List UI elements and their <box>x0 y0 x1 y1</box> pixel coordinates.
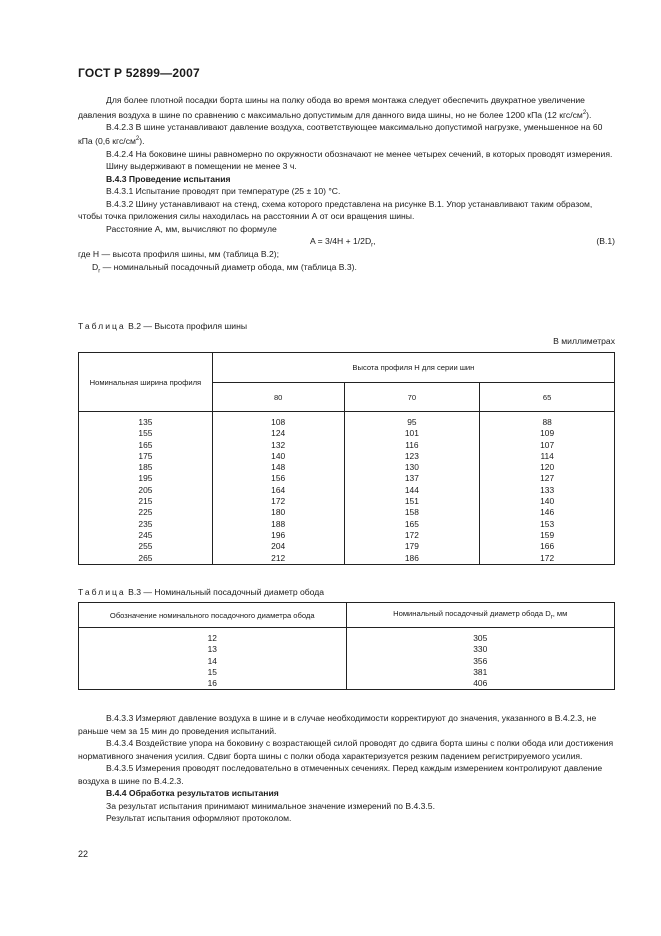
paragraph-b433: В.4.3.3 Измеряют давление воздуха в шине и в случае необходимости корректируют до значения, указанного в В.4.2.3, не раньше чем за 15 мин до проведения испытаний. <box>78 713 597 736</box>
table-row <box>79 530 615 541</box>
table-b2-head-series: 65 <box>480 383 615 412</box>
table-cell: 124 <box>212 428 344 439</box>
table-cell: 166 <box>480 541 615 552</box>
table-cell: 215 <box>79 496 213 507</box>
table-cell: 265 <box>79 553 213 565</box>
table-cell: 245 <box>79 530 213 541</box>
table-cell: 135 <box>79 412 213 429</box>
table-cell: 114 <box>480 451 615 462</box>
paragraph-b434: В.4.3.4 Воздействие упора на боковину с возрастающей силой проводят до сдвига борта шины с полки обода или достижения нормативного значения усилия. Сдвиг борта шины с полки обода характеризуется резким падением регистрируемого усилия. <box>78 738 614 761</box>
table-b3-body <box>79 628 615 690</box>
table-cell: 172 <box>212 496 344 507</box>
table-cell: 151 <box>344 496 480 507</box>
table-row <box>79 473 615 484</box>
document-header: ГОСТ Р 52899—2007 <box>78 66 200 80</box>
text-block-top <box>78 94 615 278</box>
table-b2 <box>78 352 615 565</box>
table-b3 <box>78 602 615 690</box>
table-cell: 255 <box>79 541 213 552</box>
table-cell: 144 <box>344 485 480 496</box>
table-cell: 381 <box>346 667 615 678</box>
where-h: где H — высота профиля шины, мм (таблица В.2); <box>78 249 280 260</box>
table-cell: 180 <box>212 507 344 518</box>
table-row <box>79 656 615 667</box>
table-row <box>79 519 615 530</box>
table-row <box>79 507 615 518</box>
table-row <box>79 667 615 678</box>
table-cell: 107 <box>480 440 615 451</box>
table-cell: 179 <box>344 541 480 552</box>
table-cell: 140 <box>480 496 615 507</box>
paragraph-result: За результат испытания принимают минимальное значение измерений по В.4.3.5. <box>106 800 435 811</box>
table-cell: 148 <box>212 462 344 473</box>
table-cell: 153 <box>480 519 615 530</box>
table-b2-caption: Таблица В.2 — Высота профиля шины <box>78 321 248 331</box>
table-row <box>79 541 615 552</box>
table-cell: 95 <box>344 412 480 429</box>
table-cell: 130 <box>344 462 480 473</box>
table-cell: 185 <box>79 462 213 473</box>
table-row <box>79 451 615 462</box>
table-cell: 235 <box>79 519 213 530</box>
table-cell: 123 <box>344 451 480 462</box>
table-row <box>79 412 615 429</box>
table-cell: 186 <box>344 553 480 565</box>
paragraph-distance: Расстояние А, мм, вычисляют по формуле <box>106 223 277 234</box>
table-row <box>79 628 615 645</box>
text-block-bottom <box>78 712 615 825</box>
table-cell: 155 <box>79 428 213 439</box>
section-heading-b44: В.4.4 Обработка результатов испытания <box>106 788 279 798</box>
table-cell: 120 <box>480 462 615 473</box>
section-heading-b43: В.4.3 Проведение испытания <box>106 173 231 184</box>
table-b3-caption: Таблица В.3 — Номинальный посадочный диаметр обода <box>78 587 325 597</box>
paragraph-b423: В.4.2.3 В шине устанавливают давление воздуха, соответствующее максимально допустимой нагрузке, уменьшенное на 60 кПа (0,6 кгс/$см^2$). <box>78 121 603 147</box>
table-cell: 356 <box>346 656 615 667</box>
table-cell: 140 <box>212 451 344 462</box>
table-row <box>79 678 615 690</box>
paragraph-b431: В.4.3.1 Испытание проводят при температуре (25 ± 10) °C. <box>106 186 341 197</box>
table-cell: 330 <box>346 644 615 655</box>
table-cell: 164 <box>212 485 344 496</box>
table-cell: 196 <box>212 530 344 541</box>
formula: $A = 3/4H + 1/2D_r$, <box>310 236 376 249</box>
table-cell: 188 <box>212 519 344 530</box>
table-row <box>79 644 615 655</box>
table-cell: 156 <box>212 473 344 484</box>
table-cell: 175 <box>79 451 213 462</box>
table-cell: 172 <box>344 530 480 541</box>
table-b3-head-diameter: Номинальный посадочный диаметр обода $D_r$, мм <box>346 603 615 628</box>
where-dr: $D_r$ — номинальный посадочный диаметр обода, мм (таблица В.3). <box>92 261 357 275</box>
paragraph-protocol: Результат испытания оформляют протоколом. <box>106 813 292 823</box>
table-cell: 212 <box>212 553 344 565</box>
formula-number: (В.1) <box>596 236 615 247</box>
table-cell: 225 <box>79 507 213 518</box>
formula-row <box>78 235 615 248</box>
table-row <box>79 462 615 473</box>
table-cell: 146 <box>480 507 615 518</box>
table-cell: 305 <box>346 628 615 645</box>
table-cell: 108 <box>212 412 344 429</box>
table-cell: 165 <box>79 440 213 451</box>
table-cell: 15 <box>79 667 347 678</box>
table-cell: 137 <box>344 473 480 484</box>
table-cell: 159 <box>480 530 615 541</box>
table-row <box>79 553 615 565</box>
table-cell: 12 <box>79 628 347 645</box>
table-cell: 132 <box>212 440 344 451</box>
table-cell: 205 <box>79 485 213 496</box>
table-b2-head-series: 70 <box>344 383 480 412</box>
table-cell: 133 <box>480 485 615 496</box>
table-b2-body <box>79 412 615 565</box>
table-cell: 204 <box>212 541 344 552</box>
table-cell: 195 <box>79 473 213 484</box>
table-cell: 116 <box>344 440 480 451</box>
table-cell: 14 <box>79 656 347 667</box>
table-cell: 406 <box>346 678 615 690</box>
table-b2-unit: В миллиметрах <box>553 336 615 346</box>
paragraph-b432: В.4.3.2 Шину устанавливают на стенд, схема которого представлена на рисунке В.1. Упор устанавливают таким образом, чтобы точка приложения силы находилась на расстоянии А от оси вращения шины. <box>78 198 593 222</box>
table-b3-head-designation: Обозначение номинального посадочного диаметра обода <box>79 603 347 628</box>
table-row <box>79 485 615 496</box>
paragraph-b424: В.4.2.4 На боковине шины равномерно по окружности обозначают не менее четырех сечений, в которых проводят измерения. <box>106 148 613 159</box>
table-cell: 101 <box>344 428 480 439</box>
table-cell: 165 <box>344 519 480 530</box>
table-row <box>79 496 615 507</box>
page-number: 22 <box>78 849 89 859</box>
table-cell: 88 <box>480 412 615 429</box>
table-cell: 158 <box>344 507 480 518</box>
table-cell: 16 <box>79 678 347 690</box>
table-row <box>79 440 615 451</box>
table-cell: 127 <box>480 473 615 484</box>
table-row <box>79 428 615 439</box>
paragraph-conditioning: Шину выдерживают в помещении не менее 3 ч. <box>106 161 297 172</box>
table-cell: 13 <box>79 644 347 655</box>
paragraph-bead-seating: Для более плотной посадки борта шины на полку обода во время монтажа следует обеспечить двукратное увеличение давления воздуха в шине по сравнению с максимально допустимым для данного вида шины, но не более 1200 кПа (12 кгс/$см^2$). <box>78 95 592 120</box>
table-b2-head-width: Номинальная ширина профиля <box>79 353 213 412</box>
table-b2-head-series: 80 <box>212 383 344 412</box>
table-b2-head-group: Высота профиля H для серии шин <box>212 353 614 383</box>
table-cell: 109 <box>480 428 615 439</box>
paragraph-b435: В.4.3.5 Измерения проводят последовательно в отмеченных сечениях. Перед каждым измерением контролируют давление воздуха в шине по В.4.2.3. <box>78 763 603 786</box>
table-cell: 172 <box>480 553 615 565</box>
